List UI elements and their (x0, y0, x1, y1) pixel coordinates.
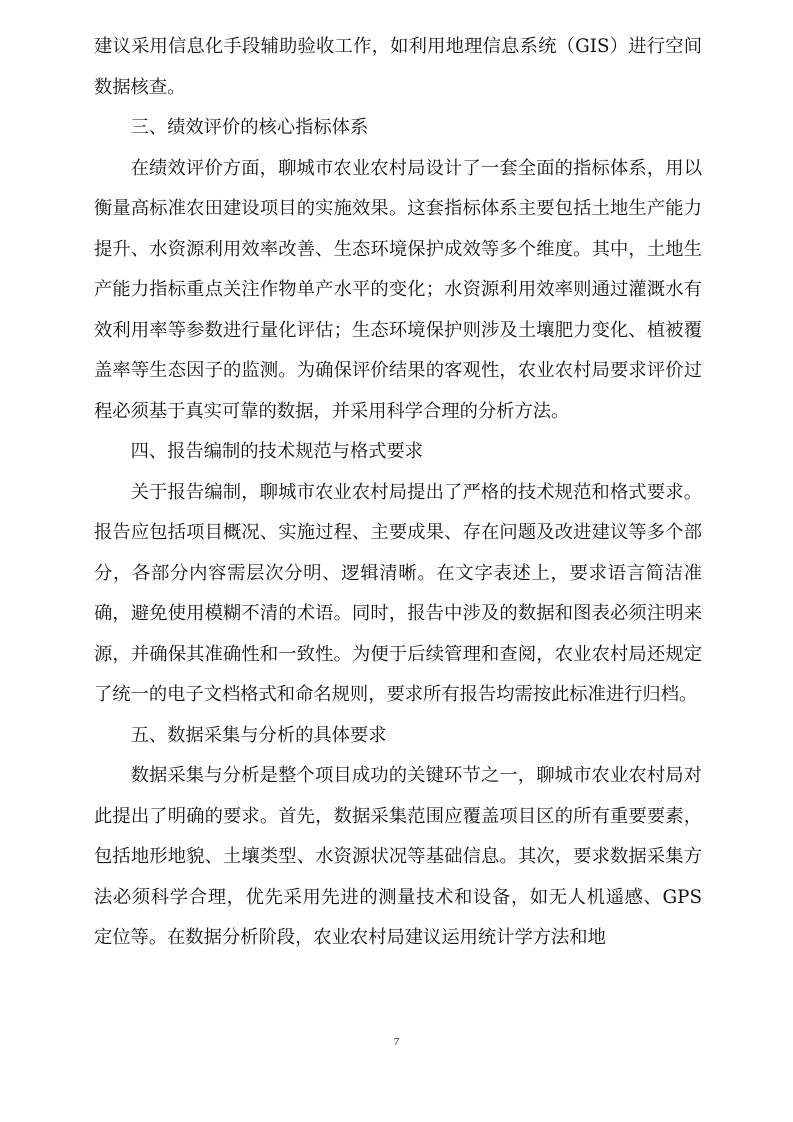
page-number: 7 (393, 1036, 400, 1048)
paragraph-data-collection: 数据采集与分析是整个项目成功的关键环节之一，聊城市农业农村局对此提出了明确的要求。首先，数据采集范围应覆盖项目区的所有重要要素，包括地形地貌、土壤类型、水资源状况等基础信息。其次，要求数据采集方法必须科学合理，优先采用先进的测量技术和设备，如无人机遥感、GPS 定位等。在数据分析阶段，农业农村局建议运用统计学方法和地 (94, 765, 702, 948)
section-heading-5: 五、数据采集与分析的具体要求 (130, 724, 387, 746)
section-heading-3: 三、绩效评价的核心指标体系 (130, 117, 369, 138)
document-body (94, 27, 702, 959)
paragraph-continuation: 建议采用信息化手段辅助验收工作，如利用地理信息系统（GIS）进行空间数据核查。 (94, 36, 702, 98)
section-heading-4: 四、报告编制的技术规范与格式要求 (130, 441, 424, 462)
paragraph-report-specification: 关于报告编制，聊城市农业农村局提出了严格的技术规范和格式要求。报告应包括项目概况、实施过程、主要成果、存在问题及改进建议等多个部分，各部分内容需层次分明、逻辑清晰。在文字表述上，要求语言简洁准确，避免使用模糊不清的术语。同时，报告中涉及的数据和图表必须注明来源，并确保其准确性和一致性。为便于后续管理和查阅，农业农村局还规定了统一的电子文档格式和命名规则，要求所有报告均需按此标准进行归档。 (94, 481, 702, 705)
paragraph-performance-evaluation: 在绩效评价方面，聊城市农业农村局设计了一套全面的指标体系，用以衡量高标准农田建设项目的实施效果。这套指标体系主要包括土地生产能力提升、水资源利用效率改善、生态环境保护成效等多个维度。其中，土地生产能力指标重点关注作物单产水平的变化；水资源利用效率则通过灌溉水有效利用率等参数进行量化评估；生态环境保护则涉及土壤肥力变化、植被覆盖率等生态因子的监测。为确保评价结果的客观性，农业农村局要求评价过程必须基于真实可靠的数据，并采用科学合理的分析方法。 (94, 157, 702, 422)
